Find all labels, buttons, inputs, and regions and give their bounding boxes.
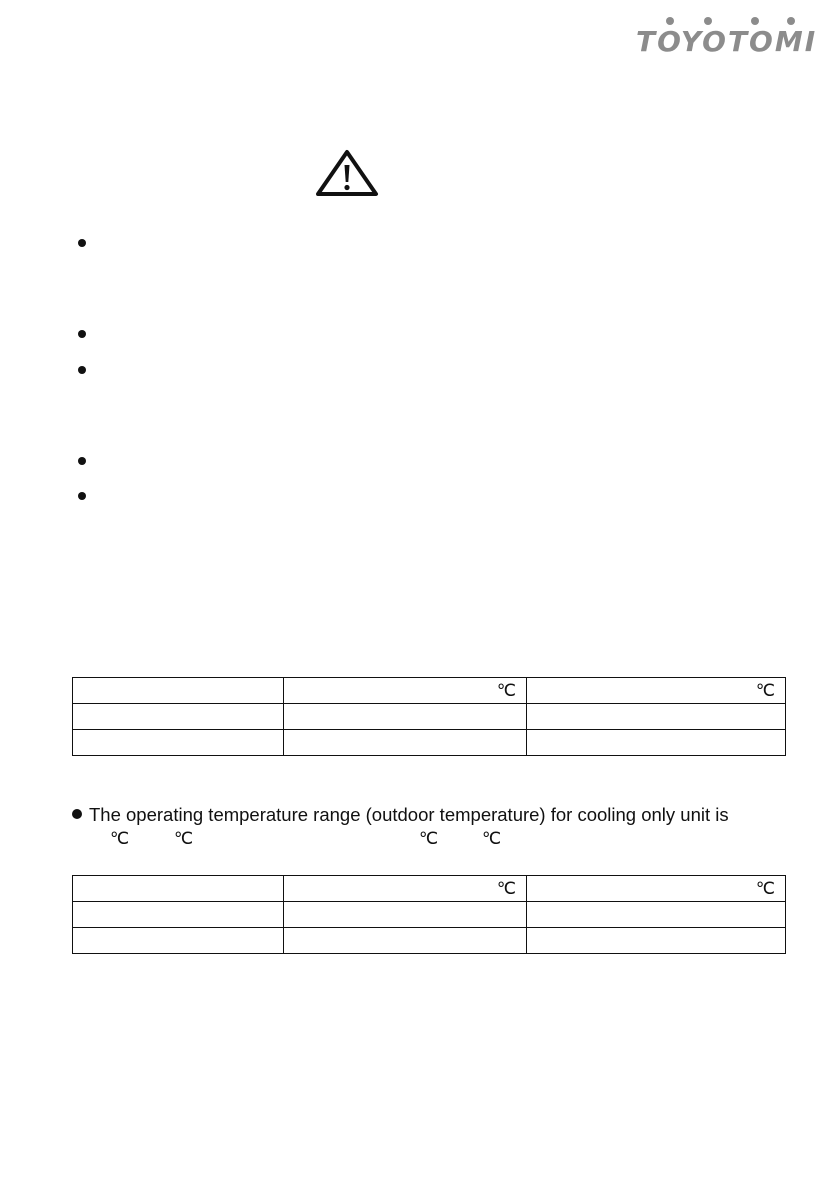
- table-cell: [527, 730, 786, 756]
- logo-dot: [704, 17, 712, 25]
- degree-unit: ℃: [482, 829, 502, 848]
- bullet-marker: [78, 366, 86, 374]
- temperature-table-1: [72, 677, 786, 756]
- operating-range-paragraph: [72, 804, 784, 826]
- table-cell: [284, 902, 527, 928]
- table-cell: ℃: [527, 876, 786, 902]
- table-cell: [73, 928, 284, 954]
- logo-dot: [787, 17, 795, 25]
- logo-dot: [666, 17, 674, 25]
- table-cell: [73, 704, 284, 730]
- logo-text: TOYOTOMI: [636, 25, 818, 58]
- table-cell: ℃: [527, 678, 786, 704]
- table-row: [73, 730, 786, 756]
- table-cell: [527, 902, 786, 928]
- table-cell: [73, 876, 284, 902]
- paragraph-text: The operating temperature range (outdoor temperature) for cooling only unit is: [89, 804, 729, 825]
- table-cell: [284, 928, 527, 954]
- bullet-marker: [78, 330, 86, 338]
- bullet-marker: [78, 239, 86, 247]
- table-cell: [73, 730, 284, 756]
- table-cell: ℃: [284, 876, 527, 902]
- table-cell: [73, 678, 284, 704]
- bullet-marker: [78, 457, 86, 465]
- table-cell: [284, 704, 527, 730]
- degree-unit: ℃: [110, 829, 130, 848]
- table-cell: [284, 730, 527, 756]
- table-row: [73, 902, 786, 928]
- table-cell: [527, 704, 786, 730]
- table-row: [73, 704, 786, 730]
- table-row: [73, 928, 786, 954]
- table-cell: [73, 902, 284, 928]
- table-cell: [527, 928, 786, 954]
- degree-unit: ℃: [174, 829, 194, 848]
- degree-unit: ℃: [419, 829, 439, 848]
- temperature-table-2: [72, 875, 786, 954]
- table-cell: ℃: [284, 678, 527, 704]
- brand-logo: [636, 14, 818, 58]
- table-header-row: [73, 876, 786, 902]
- bullet-marker: [78, 492, 86, 500]
- table-header-row: [73, 678, 786, 704]
- warning-triangle-icon: [314, 148, 380, 198]
- paragraph-bullet: [72, 809, 82, 819]
- logo-dot: [751, 17, 759, 25]
